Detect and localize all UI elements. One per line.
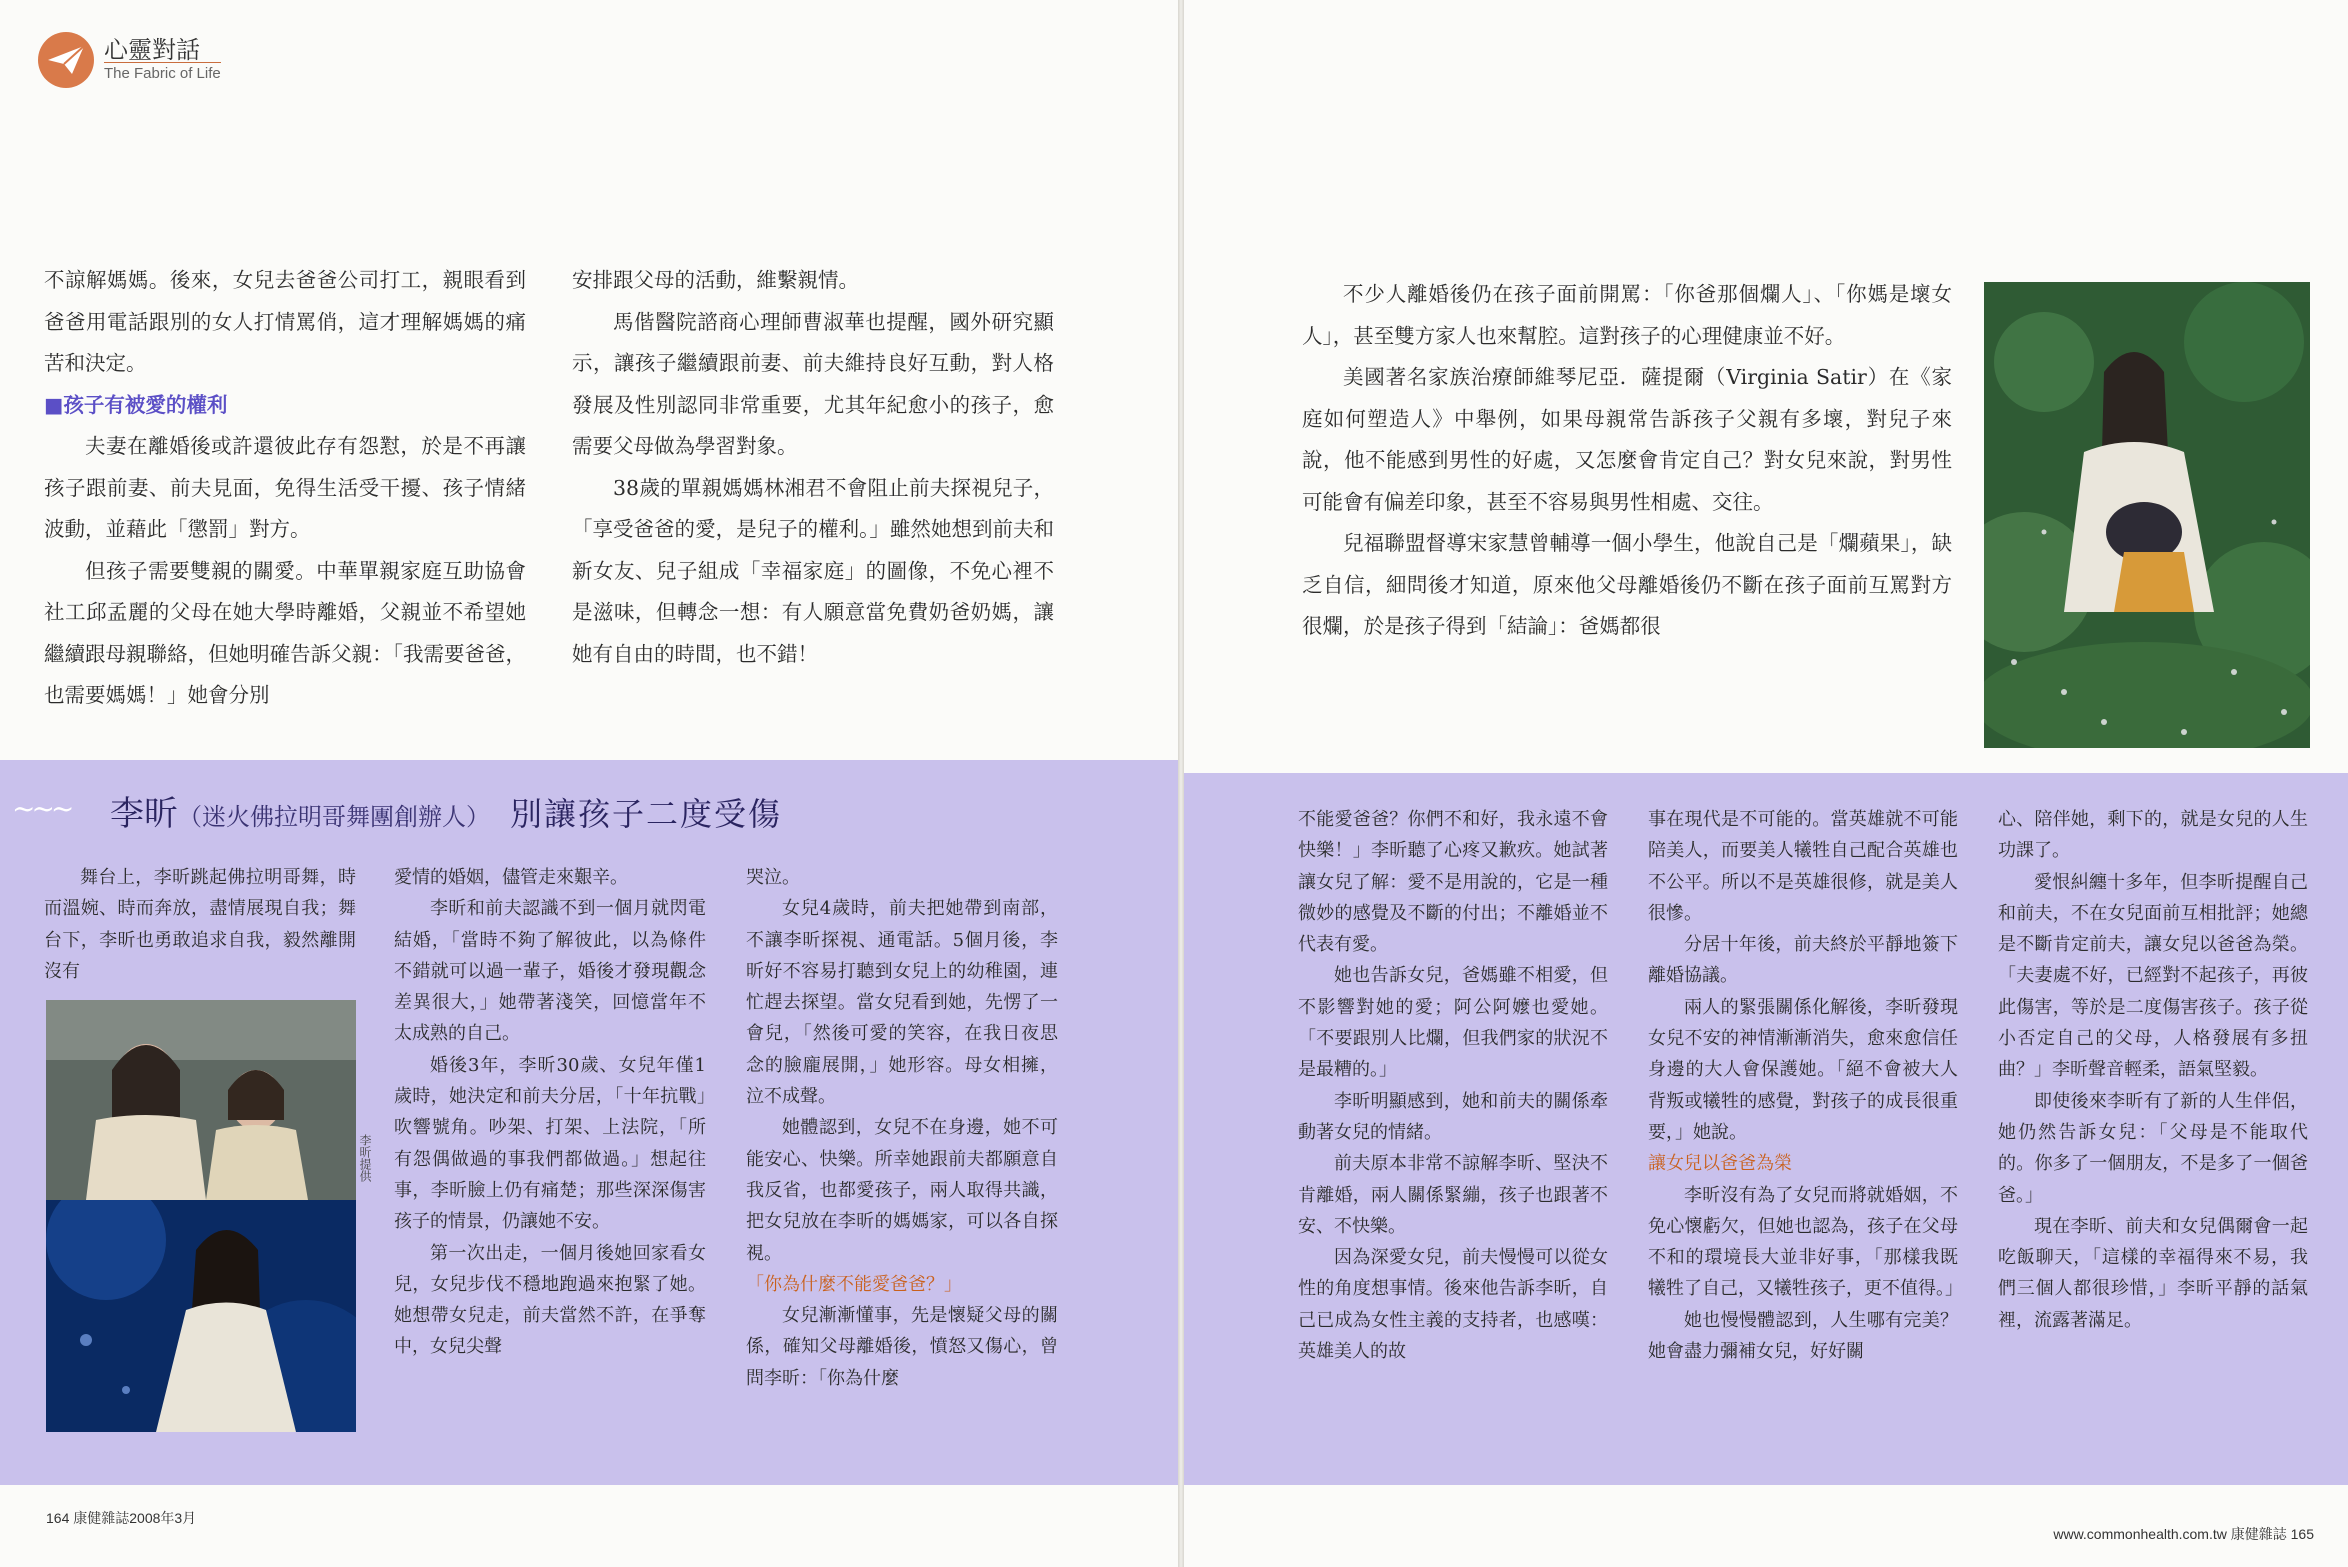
story-title: 別讓孩子二度受傷 (510, 795, 783, 833)
paragraph: 因為深愛女兒，前夫慢慢可以從女性的角度想事情。後來他告訴李昕，自己已成為女性主義的支持者，也感嘆：英雄美人的故 (1298, 1247, 1608, 1363)
paragraph: 現在李昕、前夫和女兒偶爾會一起吃飯聊天，「這樣的幸福得來不易，我們三個人都很珍惜，」李昕平靜的話氣裡，流露著滿足。 (1998, 1215, 2308, 1331)
paragraph: 她體認到，女兒不在身邊，她不可能安心、快樂。所幸她跟前夫都願意自我反省，也都愛孩子，兩人取得共識，把女兒放在李昕的媽媽家，可以各自探視。 (746, 1117, 1058, 1264)
story-person-role: （迷火佛拉明哥舞團創辦人） (178, 803, 490, 831)
paragraph: 夫妻在離婚後或許還彼此存有怨懟，於是不再讓孩子跟前妻、前夫見面，免得生活受干擾、孩子情緒波動，並藉此「懲罰」對方。 (44, 434, 526, 541)
section-subtitle: The Fabric of Life (104, 62, 221, 82)
subheading-right-to-love: ■孩子有被愛的權利 (44, 392, 228, 417)
story-heading (110, 786, 782, 835)
subheading-proud-of-dad: 讓女兒以爸爸為榮 (1648, 1153, 1792, 1175)
paragraph: 馬偕醫院諮商心理師曹淑華也提醒，國外研究顯示，讓孩子繼續跟前妻、前夫維持良好互動，對人格發展及性別認同非常重要，尤其年紀愈小的孩子，愈需要父母做為學習對象。 (572, 309, 1054, 458)
paragraph: 女兒漸漸懂事，先是懷疑父母的關係，確知父母離婚後，憤怒又傷心，曾問李昕：「你為什麼 (746, 1305, 1058, 1389)
story-col-2 (394, 862, 706, 1363)
paragraph: 分居十年後，前夫終於平靜地簽下離婚協議。 (1648, 934, 1958, 987)
paragraph: 兒福聯盟督導宋家慧曾輔導一個小學生，他說自己是「爛蘋果」，缺乏自信，細問後才知道，原來他父母離婚後仍不斷在孩子面前互罵對方很爛，於是孩子得到「結論」：爸媽都很 (1302, 531, 1952, 638)
paragraph: 38歲的單親媽媽林湘君不會阻止前夫探視兒子，「享受爸爸的愛，是兒子的權利。」雖然她想到前夫和新女友、兒子組成「幸福家庭」的圖像，不免心裡不是滋味，但轉念一想：有人願意當免費奶爸奶媽，讓她有自由的時間，也不錯！ (572, 475, 1054, 666)
story-person-name: 李昕 (110, 794, 178, 834)
paragraph: 第一次出走，一個月後她回家看女兒，女兒步伐不穩地跑過來抱緊了她。她想帶女兒走，前夫當然不許，在爭奪中，女兒尖聲 (394, 1242, 706, 1358)
paragraph: 事在現代是不可能的。當英雄就不可能陪美人，而要美人犧牲自己配合英雄也不公平。所以不是英雄很修，就是美人很慘。 (1648, 809, 1958, 924)
paragraph: 李昕明顯感到，她和前夫的關係牽動著女兒的情緒。 (1298, 1090, 1608, 1143)
paragraph: 舞台上，李昕跳起佛拉明哥舞，時而溫婉、時而奔放，盡情展現自我；舞台下，李昕也勇敢追求自我，毅然離開沒有 (44, 867, 356, 982)
paragraph: 女兒4歲時，前夫把她帶到南部，不讓李昕探視、通電話。5個月後，李昕好不容易打聽到女兒上的幼稚園，連忙趕去探望。當女兒看到她，先愣了一會兒，「然後可愛的笑容，在我日夜思念的臉龐展開，」她形容。母女相擁，泣不成聲。 (746, 898, 1058, 1108)
paragraph: 她也慢慢體認到，人生哪有完美？她會盡力彌補女兒，好好關 (1648, 1309, 1958, 1363)
paragraph: 兩人的緊張關係化解後，李昕發現女兒不安的神情漸漸消失，愈來愈信任身邊的大人會保護她。「絕不會被大人背叛或犧牲的感覺，對孩子的成長很重要，」她說。 (1648, 996, 1958, 1143)
story-col-1 (44, 862, 356, 987)
article-col-1 (44, 260, 526, 717)
paragraph: 不少人離婚後仍在孩子面前開罵：「你爸那個爛人」、「你媽是壞女人」，甚至雙方家人也來幫腔。這對孩子的心理健康並不好。 (1302, 282, 1952, 348)
paragraph: 不諒解媽媽。後來，女兒去爸爸公司打工，親眼看到爸爸用電話跟別的女人打情罵俏，這才理解媽媽的痛苦和決定。 (44, 268, 526, 375)
story-col-3 (746, 862, 1058, 1394)
article-col-3 (1302, 274, 1952, 648)
paragraph: 婚後3年，李昕30歲、女兒年僅1歲時，她決定和前夫分居，「十年抗戰」吹響號角。吵架、打架、上法院，「所有怨偶做過的事我們都做過。」想起往事，李昕臉上仍有痛楚；那些深深傷害孩子的情景，仍讓她不安。 (394, 1054, 706, 1233)
story-col-6 (1998, 804, 2308, 1336)
paragraph: 安排跟父母的活動，維繫親情。 (572, 268, 859, 292)
photo-mother-child-grass (1984, 282, 2310, 748)
photo-flamenco-dancer (46, 1200, 356, 1432)
paragraph: 心、陪伴她，剩下的，就是女兒的人生功課了。 (1998, 809, 2308, 862)
article-col-2 (572, 260, 1054, 675)
page-number-right: www.commonhealth.com.tw 康健雜誌 165 (2053, 1526, 2314, 1542)
paragraph: 美國著名家族治療師維琴尼亞．薩提爾（Virginia Satir）在《家庭如何塑造人》中舉例，如果母親常告訴孩子父親有多壞，對兒子來說，他不能感到男性的好處，又怎麼會肯定自己？對女兒來說，對男性可能會有偏差印象，甚至不容易與男性相處、交往。 (1302, 365, 1952, 514)
paragraph: 但孩子需要雙親的關愛。中華單親家庭互助協會社工邱孟麗的父母在她大學時離婚，父親並不希望她繼續跟母親聯絡，但她明確告訴父親：「我需要爸爸，也需要媽媽！」她會分別 (44, 558, 526, 707)
subheading-why-not-love-dad: 「你為什麼不能愛爸爸？」 (746, 1273, 962, 1295)
paragraph: 她也告訴女兒，爸媽雖不相愛，但不影響對她的愛；阿公阿嬤也愛她。「不要跟別人比爛，但我們家的狀況不是最糟的。」 (1298, 965, 1608, 1081)
paper-plane-icon (38, 32, 94, 88)
paragraph: 哭泣。 (746, 867, 800, 888)
photo-credit: 李昕提供 (358, 1134, 372, 1182)
page-number-left: 164 康健雜誌2008年3月 (46, 1510, 197, 1526)
paragraph: 愛恨糾纏十多年，但李昕提醒自己和前夫，不在女兒面前互相批評；她總是不斷肯定前夫，讓女兒以爸爸為榮。「夫妻處不好，已經對不起孩子，再彼此傷害，等於是二度傷害孩子。孩子從小否定自己的父母，人格發展有多扭曲？」李昕聲音輕柔，語氣堅毅。 (1998, 871, 2308, 1081)
section-title: 心靈對話 (104, 36, 200, 64)
story-col-4 (1298, 804, 1608, 1367)
paragraph: 不能愛爸爸？你們不和好，我永遠不會快樂！」李昕聽了心疼又歉疚。她試著讓女兒了解：愛不是用說的，它是一種微妙的感覺及不斷的付出；不離婚並不代表有愛。 (1298, 809, 1608, 956)
paragraph: 李昕和前夫認識不到一個月就閃電結婚，「當時不夠了解彼此，以為條件不錯就可以過一輩子，婚後才發現觀念差異很大，」她帶著淺笑，回憶當年不太成熟的自己。 (394, 898, 706, 1045)
paragraph: 即使後來李昕有了新的人生伴侶，她仍然告訴女兒：「父母是不能取代的。你多了一個朋友，不是多了一個爸爸。」 (1998, 1090, 2308, 1206)
paragraph: 愛情的婚姻，儘管走來艱辛。 (394, 867, 628, 888)
paragraph: 前夫原本非常不諒解李昕、堅決不肯離婚，兩人關係緊繃，孩子也跟著不安、不快樂。 (1298, 1153, 1608, 1237)
story-col-5 (1648, 804, 1963, 1367)
paragraph: 李昕沒有為了女兒而將就婚姻，不免心懷虧欠，但她也認為，孩子在父母不和的環境長大並非好事，「那樣我既犧牲了自己，又犧牲孩子，更不值得。」 (1648, 1184, 1963, 1300)
swirl-ornament-icon: ~~~ (12, 792, 71, 825)
photo-mother-daughter (46, 1000, 356, 1200)
